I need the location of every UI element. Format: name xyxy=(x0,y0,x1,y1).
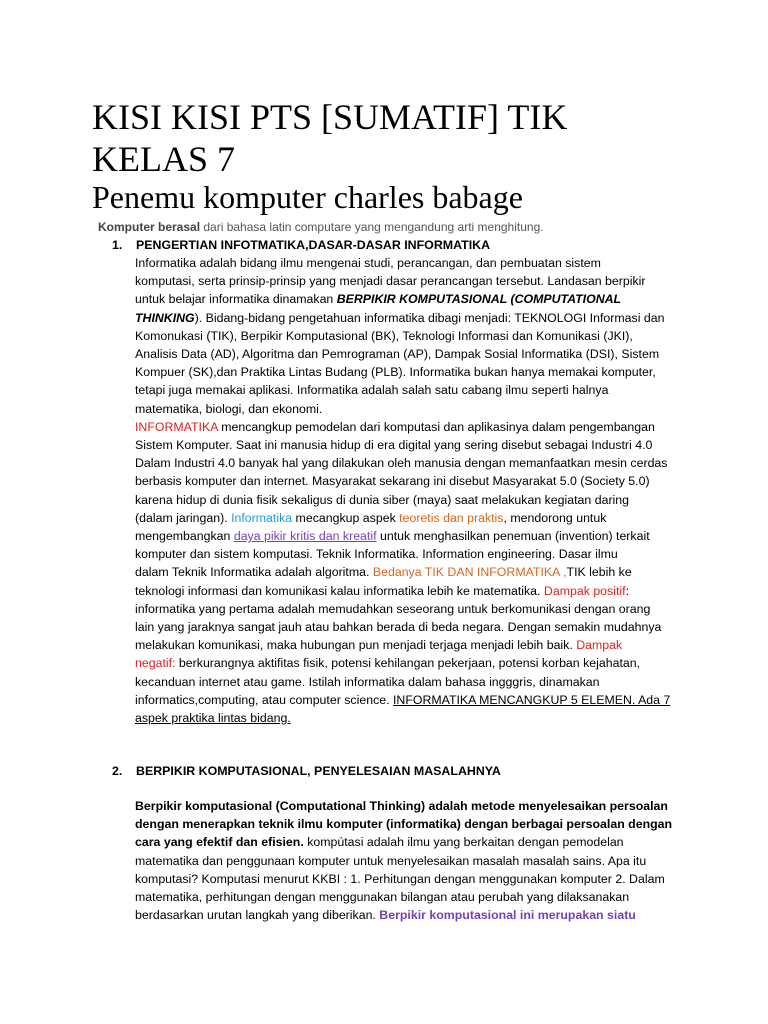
s1-line: tetapi juga memakai aplikasi. Informatika adalah salah satu cabang ilmu seperti halnya xyxy=(135,383,609,398)
s1-line xyxy=(135,691,680,709)
s1-text: teknologi informasi dan komunikasi kalau informatika lebih ke matematika. xyxy=(135,583,544,598)
s1-text: (dalam jaringan). xyxy=(135,510,232,525)
s1-bk-term: BERPIKIR KOMPUTASIONAL (COMPUTATIONAL xyxy=(336,292,622,307)
s1-line: lain yang jaraknya sangat jauh atau bahkan berada di beda negara. Dengan semakin mudahnya xyxy=(135,620,662,635)
s1-line: matematika, biologi, dan ekonomi. xyxy=(135,401,323,416)
teoretis-orange: teoretis dan praktis xyxy=(399,510,504,525)
s1-text: informatics,computing, atau computer science. xyxy=(135,692,393,707)
s1-text: ). Bidang-bidang pengetahuan informatika dibagi menjadi: TEKNOLOGI Informasi dan xyxy=(194,310,665,325)
s1-line xyxy=(135,509,680,527)
section-2-body xyxy=(135,797,680,924)
s1-line: komputer dan sistem komputasi. Teknik Informatika. Information engineering. Dasar ilmu xyxy=(135,547,618,562)
s2-line: matematika dan penggunaan komputer untuk menyelesaikan masalah masalah sains. Apa itu xyxy=(135,853,647,868)
s1-text: mencangkup pemodelan dari komputasi dan aplikasinya dalam pengembangan xyxy=(217,419,655,434)
s2-line: komputasi? Komputasi menurut KKBI : 1. Perhitungan dengan menggunakan komputer 2. Dalam xyxy=(135,871,665,886)
s1-line xyxy=(135,418,680,436)
s1-line: Informatika adalah bidang ilmu mengenai studi, perancangan, dan pembuatan sistem xyxy=(135,256,601,270)
s2-line: Berpikir komputasional (Computational Thinking) adalah metode menyelesaikan persoalan xyxy=(135,799,668,813)
section-1-heading xyxy=(112,236,672,254)
s1-line: berbasis komputer dan internet. Masyarakat sekarang ini disebut Masyarakat 5.0 (Society 5.0) xyxy=(135,474,650,489)
intro-bold: Komputer berasal xyxy=(98,220,201,234)
elemen-underline: INFORMATIKA MENCANGKUP 5 ELEMEN. Ada 7 xyxy=(392,692,671,707)
s1-line: Dalam Industri 4.0 banyak hal yang dilakukan oleh manusia dengan memanfaatkan mesin cerdas xyxy=(135,456,668,471)
section-1-number: 1. xyxy=(112,238,123,252)
s1-line: kecanduan internet atau game. Istilah informatika dalam bahasa ingggris, dinamakan xyxy=(135,674,600,689)
s1-line: Kompuer (SK),dan Praktika Lintas Budang (PLB). Informatika bukan hanya memakai komputer, xyxy=(135,365,656,380)
s1-text: TIK lebih ke xyxy=(566,565,632,580)
s2-line: matematika, perhitungan dengan menggunakan bilangan atau perubah yang dilaksanakan xyxy=(135,890,630,905)
s1-text: untuk belajar informatika dinamakan xyxy=(135,292,337,307)
s1-text: untuk menghasilkan penemuan (invention) terkait xyxy=(376,529,650,544)
s1-line: Komonukasi (TIK), Berpikir Komputasional (BK), Teknologi Informasi dan Komunikasi (JKI), xyxy=(135,328,633,343)
s1-line: karena hidup di dunia fisik sekaligus di dunia siber (maya) saat melakukan kegiatan daring xyxy=(135,492,630,507)
s1-line: Analisis Data (AD), Algoritma dan Pemrograman (AP), Dampak Sosial Informatika (DSI), Sistem xyxy=(135,347,660,362)
informatika-blue: Informatika xyxy=(231,510,293,525)
section-2-number: 2. xyxy=(112,764,123,778)
s1-text: mecangkup aspek xyxy=(292,510,400,525)
dampak-negatif-2: negatif: xyxy=(135,656,176,671)
s1-line xyxy=(135,654,680,672)
s1-line xyxy=(135,527,680,545)
daya-pikir-link: daya pikir kritis dan kreatif xyxy=(233,529,377,544)
s1-line: Sistem Komputer. Saat ini manusia hidup di era digital yang sering disebut sebagai Industri 4.0 xyxy=(135,438,653,453)
aspek-underline: aspek praktika lintas bidang. xyxy=(135,711,291,726)
s1-text: melakukan komunikasi, maka hubungan pun menjadi terjaga menjadi lebih baik. xyxy=(135,638,577,653)
page-subtitle: Penemu komputer charles babage xyxy=(92,179,523,215)
intro-text: dari bahasa latin computare yang mengandung arti menghitung. xyxy=(200,220,544,234)
section-1-title: PENGERTIAN INFOTMATIKA,DASAR-DASAR INFORMATIKA xyxy=(136,238,491,252)
s1-line xyxy=(135,309,680,327)
s1-text: : xyxy=(625,583,629,598)
s1-line xyxy=(135,636,680,654)
s1-text: , mendorong untuk xyxy=(503,510,607,525)
s1-text: mengembangkan xyxy=(135,529,234,544)
s1-line xyxy=(135,290,680,308)
s2-text: berdasarkan urutan langkah yang diberikan. xyxy=(135,908,380,923)
intro-line xyxy=(98,219,544,235)
s1-line: komputasi, serta prinsip-prinsip yang menjadi dasar perancangan tersebut. Landasan berpikir xyxy=(135,274,646,289)
informatika-red: INFORMATIKA xyxy=(135,419,218,434)
section-2-heading xyxy=(112,762,672,780)
s1-line xyxy=(135,582,680,600)
bk-purple: Berpikir komputasional ini merupakan siatu xyxy=(379,908,636,923)
section-2-title: BERPIKIR KOMPUTASIONAL, PENYELESAIAN MASALAHNYA xyxy=(136,764,501,778)
s2-bold-text: cara yang efektif dan efisien. xyxy=(135,835,304,850)
dampak-positif: Dampak positif xyxy=(543,583,626,598)
s2-text: kompútasi adalah ilmu yang berkaitan dengan pemodelan xyxy=(303,835,624,850)
s2-line xyxy=(135,906,680,924)
bedanya-orange: Bedanya TIK DAN INFORMATIKA , xyxy=(372,565,567,580)
s2-line: dengan menerapkan teknik ilmu komputer (informatika) dengan berbagai persoalan dengan xyxy=(135,817,673,832)
s1-line: informatika yang pertama adalah memudahkan seseorang untuk berkomunikasi dengan orang xyxy=(135,601,651,616)
section-1-body xyxy=(135,254,680,727)
s1-line xyxy=(135,709,680,727)
s1-ct-term: THINKING xyxy=(135,310,195,325)
s1-line xyxy=(135,563,680,581)
s1-text: dalam Teknik Informatika adalah algoritma. xyxy=(135,565,373,580)
page-title: KISI KISI PTS [SUMATIF] TIK KELAS 7 xyxy=(92,97,568,179)
s2-line xyxy=(135,833,680,851)
dampak-negatif-1: Dampak xyxy=(576,638,623,653)
s1-text: berkurangnya aktifitas fisik, potensi kehilangan pekerjaan, potensi korban kejahatan, xyxy=(175,656,641,671)
